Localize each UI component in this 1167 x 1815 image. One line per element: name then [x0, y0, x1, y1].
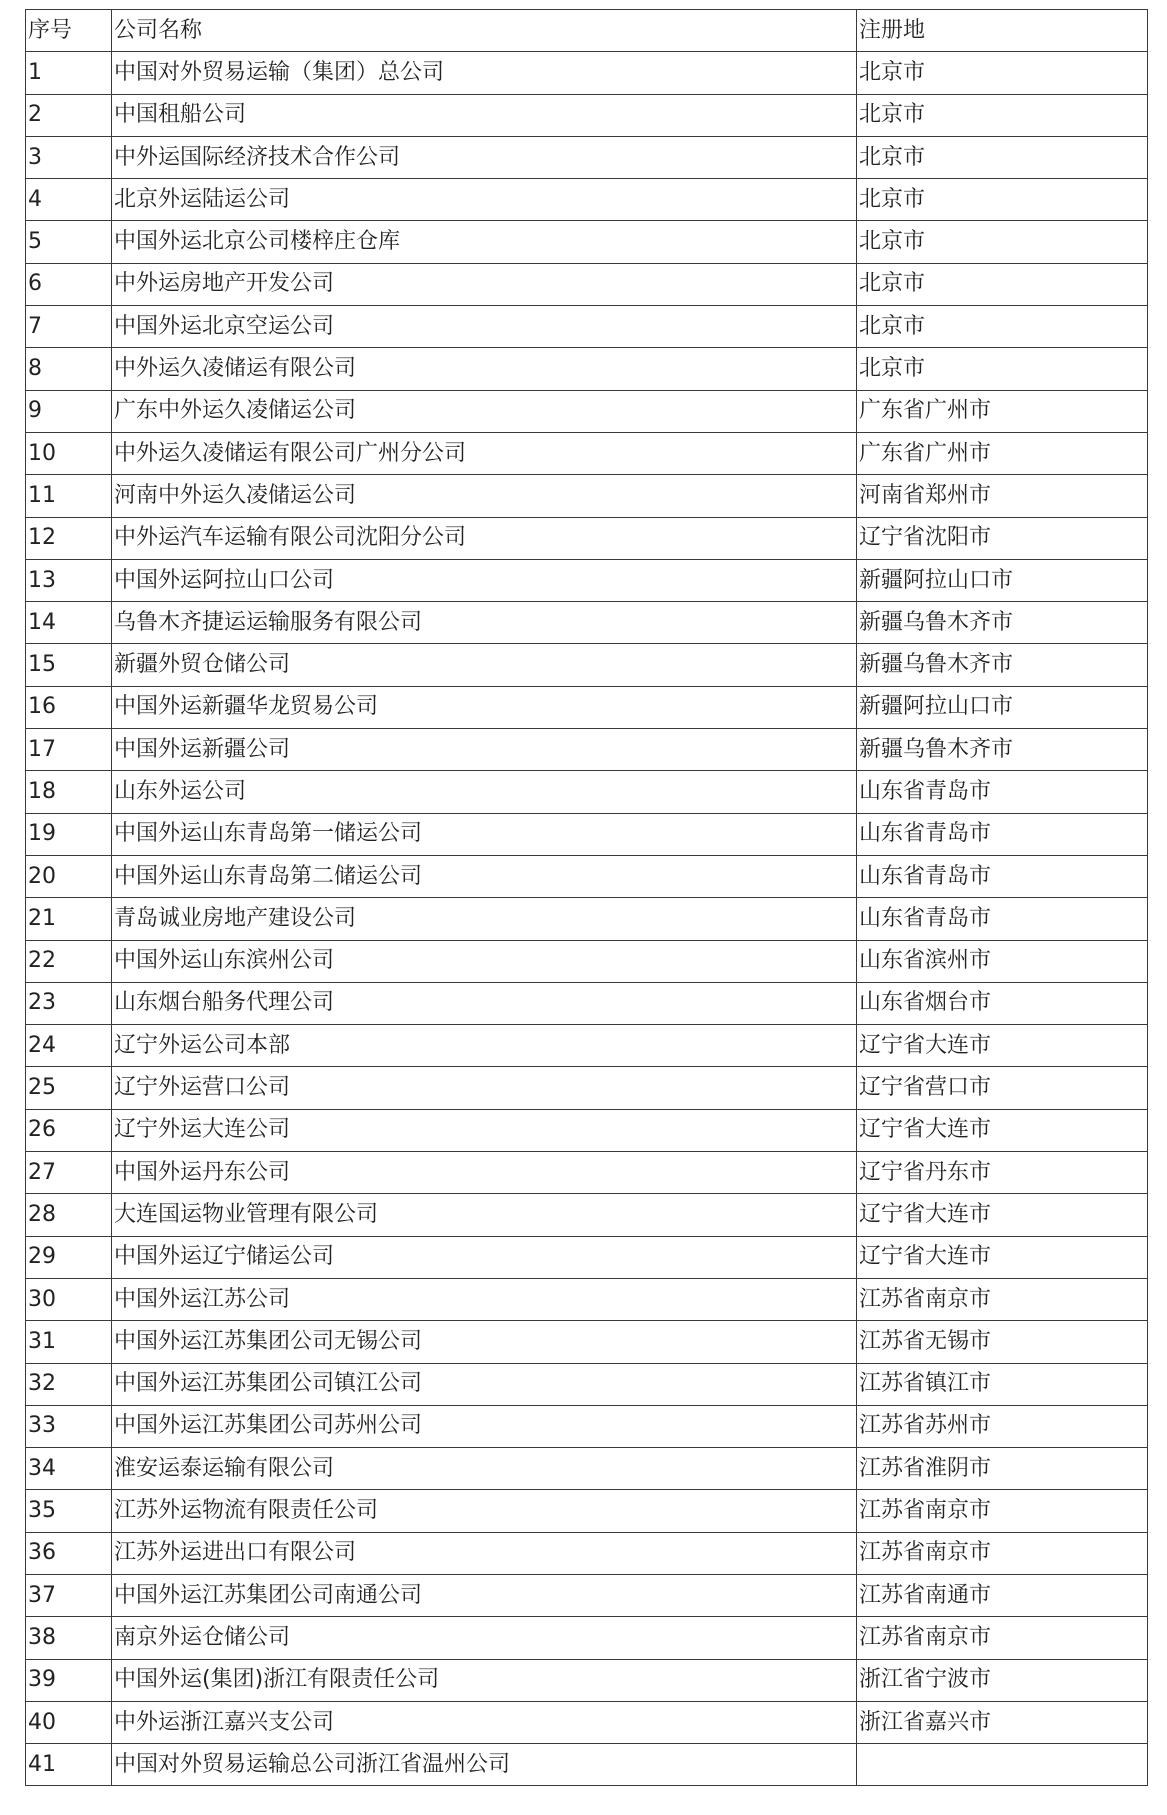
- cell-serial-number: 27: [26, 1152, 112, 1194]
- cell-company-name: 中国租船公司: [112, 94, 857, 136]
- table-row: [26, 1278, 1148, 1320]
- cell-serial-number: 21: [26, 898, 112, 940]
- cell-company-name: 新疆外贸仓储公司: [112, 644, 857, 686]
- cell-company-name: 中外运久凌储运有限公司广州分公司: [112, 432, 857, 474]
- cell-registered-location: 北京市: [857, 136, 1148, 178]
- cell-company-name: 中外运房地产开发公司: [112, 263, 857, 305]
- table-row: [26, 898, 1148, 940]
- cell-company-name: 中国外运阿拉山口公司: [112, 559, 857, 601]
- cell-company-name: 中外运浙江嘉兴支公司: [112, 1701, 857, 1743]
- cell-company-name: 中国外运江苏集团公司南通公司: [112, 1574, 857, 1616]
- table-row: [26, 136, 1148, 178]
- cell-company-name: 青岛诚业房地产建设公司: [112, 898, 857, 940]
- cell-registered-location: 江苏省南通市: [857, 1574, 1148, 1616]
- cell-company-name: 山东烟台船务代理公司: [112, 982, 857, 1024]
- table-row: [26, 1025, 1148, 1067]
- table-row: [26, 179, 1148, 221]
- company-table: [25, 9, 1148, 1786]
- table-row: [26, 644, 1148, 686]
- table-row: [26, 686, 1148, 728]
- cell-serial-number: 15: [26, 644, 112, 686]
- cell-registered-location: 辽宁省大连市: [857, 1236, 1148, 1278]
- table-row: [26, 559, 1148, 601]
- table-row: [26, 432, 1148, 474]
- table-row: [26, 813, 1148, 855]
- cell-company-name: 中国外运江苏公司: [112, 1278, 857, 1320]
- cell-registered-location: 辽宁省营口市: [857, 1067, 1148, 1109]
- table-row: [26, 940, 1148, 982]
- cell-serial-number: 7: [26, 306, 112, 348]
- cell-registered-location: 江苏省淮阴市: [857, 1448, 1148, 1490]
- cell-serial-number: 22: [26, 940, 112, 982]
- cell-serial-number: 35: [26, 1490, 112, 1532]
- cell-company-name: 淮安运泰运输有限公司: [112, 1448, 857, 1490]
- cell-company-name: 中国对外贸易运输（集团）总公司: [112, 52, 857, 94]
- cell-serial-number: 28: [26, 1194, 112, 1236]
- table-row: [26, 1405, 1148, 1447]
- header-serial-number: 序号: [26, 10, 112, 52]
- cell-company-name: 辽宁外运大连公司: [112, 1109, 857, 1151]
- cell-serial-number: 30: [26, 1278, 112, 1320]
- cell-serial-number: 20: [26, 855, 112, 897]
- table-row: [26, 1194, 1148, 1236]
- cell-registered-location: 河南省郑州市: [857, 475, 1148, 517]
- cell-company-name: 中国外运江苏集团公司镇江公司: [112, 1363, 857, 1405]
- cell-company-name: 中国对外贸易运输总公司浙江省温州公司: [112, 1744, 857, 1786]
- cell-serial-number: 29: [26, 1236, 112, 1278]
- cell-registered-location: 新疆乌鲁木齐市: [857, 602, 1148, 644]
- cell-registered-location: 江苏省南京市: [857, 1532, 1148, 1574]
- cell-serial-number: 6: [26, 263, 112, 305]
- table-row: [26, 1236, 1148, 1278]
- table-row: [26, 1744, 1148, 1786]
- cell-registered-location: 山东省滨州市: [857, 940, 1148, 982]
- cell-serial-number: 32: [26, 1363, 112, 1405]
- table-row: [26, 1574, 1148, 1616]
- cell-registered-location: 江苏省无锡市: [857, 1321, 1148, 1363]
- cell-registered-location: 辽宁省大连市: [857, 1109, 1148, 1151]
- cell-registered-location: 江苏省南京市: [857, 1617, 1148, 1659]
- cell-registered-location: 北京市: [857, 348, 1148, 390]
- cell-company-name: 中国外运新疆公司: [112, 729, 857, 771]
- cell-serial-number: 31: [26, 1321, 112, 1363]
- cell-company-name: 中国外运北京空运公司: [112, 306, 857, 348]
- cell-serial-number: 23: [26, 982, 112, 1024]
- cell-serial-number: 40: [26, 1701, 112, 1743]
- cell-registered-location: 北京市: [857, 263, 1148, 305]
- table-row: [26, 348, 1148, 390]
- cell-company-name: 中国外运新疆华龙贸易公司: [112, 686, 857, 728]
- cell-registered-location: 新疆乌鲁木齐市: [857, 729, 1148, 771]
- cell-registered-location: 江苏省南京市: [857, 1490, 1148, 1532]
- cell-serial-number: 39: [26, 1659, 112, 1701]
- cell-serial-number: 1: [26, 52, 112, 94]
- cell-serial-number: 41: [26, 1744, 112, 1786]
- cell-company-name: 中国外运江苏集团公司无锡公司: [112, 1321, 857, 1363]
- cell-company-name: 大连国运物业管理有限公司: [112, 1194, 857, 1236]
- table-row: [26, 1109, 1148, 1151]
- cell-serial-number: 12: [26, 517, 112, 559]
- cell-company-name: 中国外运(集团)浙江有限责任公司: [112, 1659, 857, 1701]
- table-row: [26, 1617, 1148, 1659]
- cell-registered-location: 北京市: [857, 52, 1148, 94]
- cell-serial-number: 19: [26, 813, 112, 855]
- table-row: [26, 517, 1148, 559]
- table-row: [26, 1363, 1148, 1405]
- cell-registered-location: 辽宁省大连市: [857, 1194, 1148, 1236]
- cell-serial-number: 4: [26, 179, 112, 221]
- cell-serial-number: 26: [26, 1109, 112, 1151]
- cell-serial-number: 37: [26, 1574, 112, 1616]
- cell-company-name: 中国外运北京公司楼梓庄仓库: [112, 221, 857, 263]
- cell-serial-number: 3: [26, 136, 112, 178]
- cell-serial-number: 36: [26, 1532, 112, 1574]
- company-table-container: [25, 9, 1147, 1786]
- cell-company-name: 中外运汽车运输有限公司沈阳分公司: [112, 517, 857, 559]
- table-row: [26, 306, 1148, 348]
- company-table-body: [26, 10, 1148, 1786]
- table-row: [26, 1448, 1148, 1490]
- cell-registered-location: 新疆阿拉山口市: [857, 686, 1148, 728]
- table-row: [26, 221, 1148, 263]
- table-header-row: [26, 10, 1148, 52]
- cell-company-name: 中国外运山东青岛第一储运公司: [112, 813, 857, 855]
- table-row: [26, 94, 1148, 136]
- cell-serial-number: 14: [26, 602, 112, 644]
- table-row: [26, 1067, 1148, 1109]
- cell-serial-number: 16: [26, 686, 112, 728]
- cell-company-name: 中外运国际经济技术合作公司: [112, 136, 857, 178]
- table-row: [26, 771, 1148, 813]
- cell-registered-location: 辽宁省沈阳市: [857, 517, 1148, 559]
- cell-company-name: 中外运久凌储运有限公司: [112, 348, 857, 390]
- header-company-name: 公司名称: [112, 10, 857, 52]
- cell-serial-number: 25: [26, 1067, 112, 1109]
- cell-company-name: 中国外运辽宁储运公司: [112, 1236, 857, 1278]
- cell-company-name: 江苏外运进出口有限公司: [112, 1532, 857, 1574]
- table-row: [26, 1321, 1148, 1363]
- cell-serial-number: 10: [26, 432, 112, 474]
- cell-company-name: 南京外运仓储公司: [112, 1617, 857, 1659]
- cell-registered-location: 北京市: [857, 179, 1148, 221]
- cell-company-name: 中国外运江苏集团公司苏州公司: [112, 1405, 857, 1447]
- cell-company-name: 中国外运山东滨州公司: [112, 940, 857, 982]
- cell-serial-number: 34: [26, 1448, 112, 1490]
- cell-company-name: 山东外运公司: [112, 771, 857, 813]
- cell-serial-number: 18: [26, 771, 112, 813]
- table-row: [26, 982, 1148, 1024]
- cell-serial-number: 33: [26, 1405, 112, 1447]
- cell-registered-location: 广东省广州市: [857, 390, 1148, 432]
- cell-company-name: 辽宁外运营口公司: [112, 1067, 857, 1109]
- table-row: [26, 1490, 1148, 1532]
- cell-registered-location: 山东省青岛市: [857, 855, 1148, 897]
- table-row: [26, 475, 1148, 517]
- cell-registered-location: 北京市: [857, 221, 1148, 263]
- cell-registered-location: 山东省青岛市: [857, 898, 1148, 940]
- cell-registered-location: 广东省广州市: [857, 432, 1148, 474]
- cell-company-name: 北京外运陆运公司: [112, 179, 857, 221]
- cell-registered-location: [857, 1744, 1148, 1786]
- cell-company-name: 中国外运丹东公司: [112, 1152, 857, 1194]
- table-row: [26, 1659, 1148, 1701]
- table-row: [26, 263, 1148, 305]
- cell-registered-location: 北京市: [857, 306, 1148, 348]
- cell-registered-location: 辽宁省大连市: [857, 1025, 1148, 1067]
- cell-registered-location: 江苏省南京市: [857, 1278, 1148, 1320]
- cell-serial-number: 24: [26, 1025, 112, 1067]
- cell-registered-location: 山东省青岛市: [857, 771, 1148, 813]
- cell-company-name: 广东中外运久凌储运公司: [112, 390, 857, 432]
- cell-company-name: 河南中外运久凌储运公司: [112, 475, 857, 517]
- table-row: [26, 602, 1148, 644]
- cell-serial-number: 38: [26, 1617, 112, 1659]
- cell-registered-location: 浙江省嘉兴市: [857, 1701, 1148, 1743]
- cell-company-name: 中国外运山东青岛第二储运公司: [112, 855, 857, 897]
- table-row: [26, 1152, 1148, 1194]
- table-row: [26, 1701, 1148, 1743]
- cell-registered-location: 山东省青岛市: [857, 813, 1148, 855]
- cell-registered-location: 江苏省苏州市: [857, 1405, 1148, 1447]
- cell-registered-location: 北京市: [857, 94, 1148, 136]
- cell-serial-number: 9: [26, 390, 112, 432]
- cell-registered-location: 新疆乌鲁木齐市: [857, 644, 1148, 686]
- table-row: [26, 390, 1148, 432]
- cell-serial-number: 13: [26, 559, 112, 601]
- cell-serial-number: 8: [26, 348, 112, 390]
- cell-serial-number: 5: [26, 221, 112, 263]
- cell-company-name: 乌鲁木齐捷运运输服务有限公司: [112, 602, 857, 644]
- cell-company-name: 江苏外运物流有限责任公司: [112, 1490, 857, 1532]
- table-row: [26, 729, 1148, 771]
- table-row: [26, 52, 1148, 94]
- table-row: [26, 1532, 1148, 1574]
- cell-registered-location: 浙江省宁波市: [857, 1659, 1148, 1701]
- cell-company-name: 辽宁外运公司本部: [112, 1025, 857, 1067]
- cell-serial-number: 2: [26, 94, 112, 136]
- cell-serial-number: 17: [26, 729, 112, 771]
- header-registered-location: 注册地: [857, 10, 1148, 52]
- table-row: [26, 855, 1148, 897]
- cell-registered-location: 江苏省镇江市: [857, 1363, 1148, 1405]
- cell-registered-location: 新疆阿拉山口市: [857, 559, 1148, 601]
- cell-serial-number: 11: [26, 475, 112, 517]
- cell-registered-location: 辽宁省丹东市: [857, 1152, 1148, 1194]
- cell-registered-location: 山东省烟台市: [857, 982, 1148, 1024]
